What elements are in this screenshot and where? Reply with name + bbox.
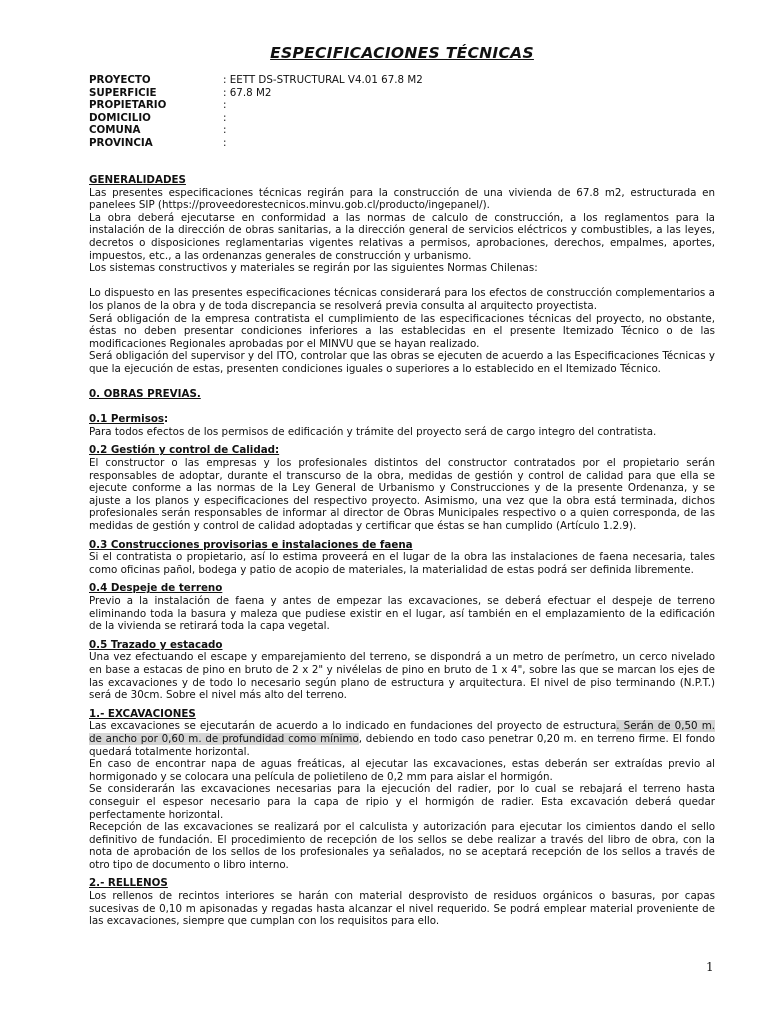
rellenos-heading: 2.- RELLENOS xyxy=(89,877,168,890)
permisos-colon: : xyxy=(164,413,169,426)
excavaciones-highlight: . Serán de 0,50 m. de ancho por 0,60 m. de profundidad como mínimo xyxy=(89,720,715,745)
project-info xyxy=(89,74,423,150)
construcciones-provisorias-text: Si el contratista o propietario, así lo estima proveerá en el lugar de la obra las instalaciones de faena necesaria, tales como oficinas pañol, bodega y patio de acopio de materiales, la materialidad de estas podrá ser definida libremente. xyxy=(89,551,715,576)
rellenos-paragraph-1: Los rellenos de recintos interiores se harán con material desprovisto de residuos orgánicos o basuras, por capas sucesivas de 0,10 m apisonadas y regadas hasta alcanzar el nivel requerido. Se podrá emplear material proveniente de las excavaciones, siempre que cumplan con los requisitos para ello. xyxy=(89,890,715,928)
province-label: PROVINCIA xyxy=(89,136,153,149)
province-row xyxy=(89,137,423,150)
excavaciones-paragraph-3: Se considerarán las excavaciones necesarias para la ejecución del radier, por lo cual se rebajará el terreno hasta conseguir el espesor necesario para la capa de ripio y el hormigón de radier. Esta excavación deberá quedar perfectamente horizontal. xyxy=(89,783,715,821)
project-value: : EETT DS-STRUCTURAL V4.01 67.8 M2 xyxy=(223,74,423,86)
commune-label: COMUNA xyxy=(89,124,141,137)
surface-value: : 67.8 M2 xyxy=(223,86,272,99)
generalidades-paragraph-1: Las presentes especificaciones técnicas regirán para la construcción de una vivienda de 67.8 m2, estructurada en panelees SIP (https://proveedorestecnicos.minvu.gob.cl/producto/ingepanel/). xyxy=(89,186,715,212)
page-number: 1 xyxy=(706,960,714,974)
obras-previas-heading: 0. OBRAS PREVIAS. xyxy=(89,388,201,401)
document-body xyxy=(89,174,715,928)
project-label: PROYECTO xyxy=(89,74,151,86)
owner-label: PROPIETARIO xyxy=(89,99,167,112)
generalidades-paragraph-6: Será obligación del supervisor y del ITO, controlar que las obras se ejecuten de acuerdo a las Especificaciones Técnicas y que la ejecución de estas, presenten condiciones iguales o superiores a lo establecido en el Itemizado Técnico. xyxy=(89,350,715,375)
surface-label: SUPERFICIE xyxy=(89,86,157,99)
permisos-heading: 0.1 Permisos xyxy=(89,413,165,426)
address-label: DOMICILIO xyxy=(89,111,151,124)
excavaciones-paragraph-2: En caso de encontrar napa de aguas freáticas, al ejecutar las excavaciones, estas deberán ser extraídas previo al hormigonado y se colocara una película de polietileno de 0,2 mm para aislar el hormigón. xyxy=(89,758,715,783)
surface-row xyxy=(89,87,423,100)
document-title: ESPECIFICACIONES TÉCNICAS xyxy=(270,44,534,62)
project-row xyxy=(89,74,423,87)
owner-value: : xyxy=(223,99,227,112)
trazado-estacado-heading: 0.5 Trazado y estacado xyxy=(89,638,223,651)
permisos-heading-line xyxy=(89,413,715,426)
address-value: : xyxy=(223,111,227,124)
trazado-estacado-text: Una vez efectuando el escape y emparejamiento del terreno, se dispondrá a un metro de perímetro, un cerco nivelado en base a estacas de pino en bruto de 2 x 2" y nivélelas de pino en bruto de 1 x 4", sobre las que se marcan los ejes de las excavaciones y de todo lo necesario según plano de estructura y arquitectura. El nivel de piso terminando (N.P.T.) será de 30cm. Sobre el nivel más alto del terreno. xyxy=(89,651,715,702)
generalidades-heading: GENERALIDADES xyxy=(89,174,186,186)
despeje-terreno-text: Previo a la instalación de faena y antes de empezar las excavaciones, se deberá efectuar el despeje de terreno eliminando toda la basura y maleza que pudiese existir en el lugar, así también en el emplazamiento de la edificación de la vivienda se retirará toda la capa vegetal. xyxy=(89,595,715,633)
despeje-terreno-heading: 0.4 Despeje de terreno xyxy=(89,582,223,595)
excavaciones-paragraph-4: Recepción de las excavaciones se realizará por el calculista y autorización para ejecutar los cimientos dando el sello definitivo de fundación. El procedimiento de recepción de los sellos se debe realizar a través del libro de obra, con la nota de aprobación de los sellos de los profesionales ya señalados, no se aceptará recepción de los sellos a través de otro tipo de documento o libro interno. xyxy=(89,821,715,871)
commune-row xyxy=(89,124,423,137)
owner-row xyxy=(89,99,423,112)
gestion-calidad-text: El constructor o las empresas y los profesionales distintos del constructor contratados por el propietario serán responsables de adoptar, durante el transcurso de la obra, medidas de gestión y control de calidad para que ella se ejecute conforme a las normas de la Ley General de Urbanismo y Construcciones y de la presente Ordenanza, y se ajuste a los planos y especificaciones del respectivo proyecto. Asimismo, una vez que la obra está terminada, dichos profesionales serán responsables de informar al director de Obras Municipales respectivo o a quien corresponda, de las medidas de gestión y control de calidad adoptadas y certificar que éstas se han cumplido (Artículo 1.2.9). xyxy=(89,457,715,533)
province-value: : xyxy=(223,136,227,149)
address-row xyxy=(89,112,423,125)
construcciones-provisorias-heading: 0.3 Construcciones provisorias e instalaciones de faena xyxy=(89,538,413,551)
generalidades-paragraph-5: Será obligación de la empresa contratista el cumplimiento de las especificaciones técnicas del proyecto, no obstante, éstas no deben presentar condiciones inferiores a las establecidas en el presente Itemizado Técnico o de las modificaciones Regionales aprobadas por el MINVU que se hayan realizado. xyxy=(89,312,715,350)
excavaciones-paragraph-1 xyxy=(89,720,715,758)
excavaciones-text-a: Las excavaciones se ejecutarán de acuerdo a lo indicado en fundaciones del proyecto de estructura xyxy=(89,720,617,733)
commune-value: : xyxy=(223,124,227,137)
generalidades-paragraph-3: Los sistemas constructivos y materiales se regirán por las siguientes Normas Chilenas: xyxy=(89,262,538,275)
excavaciones-text-b: , debiendo en todo caso penetrar 0,20 m. en terreno firme. El fondo quedará totalmente horizontal. xyxy=(89,732,715,758)
permisos-text: Para todos efectos de los permisos de edificación y trámite del proyecto será de cargo integro del contratista. xyxy=(89,425,657,438)
gestion-calidad-heading: 0.2 Gestión y control de Calidad: xyxy=(89,444,280,457)
generalidades-paragraph-2: La obra deberá ejecutarse en conformidad a las normas de calculo de construcción, a los reglamentos para la instalación de la dirección de obras sanitarias, a la dirección general de servicios eléctricos y combustibles, a las leyes, decretos o disposiciones reglamentarias vigentes relativas a permisos, aprobaciones, derechos, empalmes, aportes, impuestos, etc., a las ordenanzas generales de construcción y urbanismo. xyxy=(89,211,715,262)
generalidades-paragraph-4: Lo dispuesto en las presentes especificaciones técnicas considerará para los efectos de construcción complementarios a los planos de la obra y de toda discrepancia se resolverá previa consulta al arquitecto proyectista. xyxy=(89,287,715,312)
excavaciones-heading: 1.- EXCAVACIONES xyxy=(89,707,196,720)
